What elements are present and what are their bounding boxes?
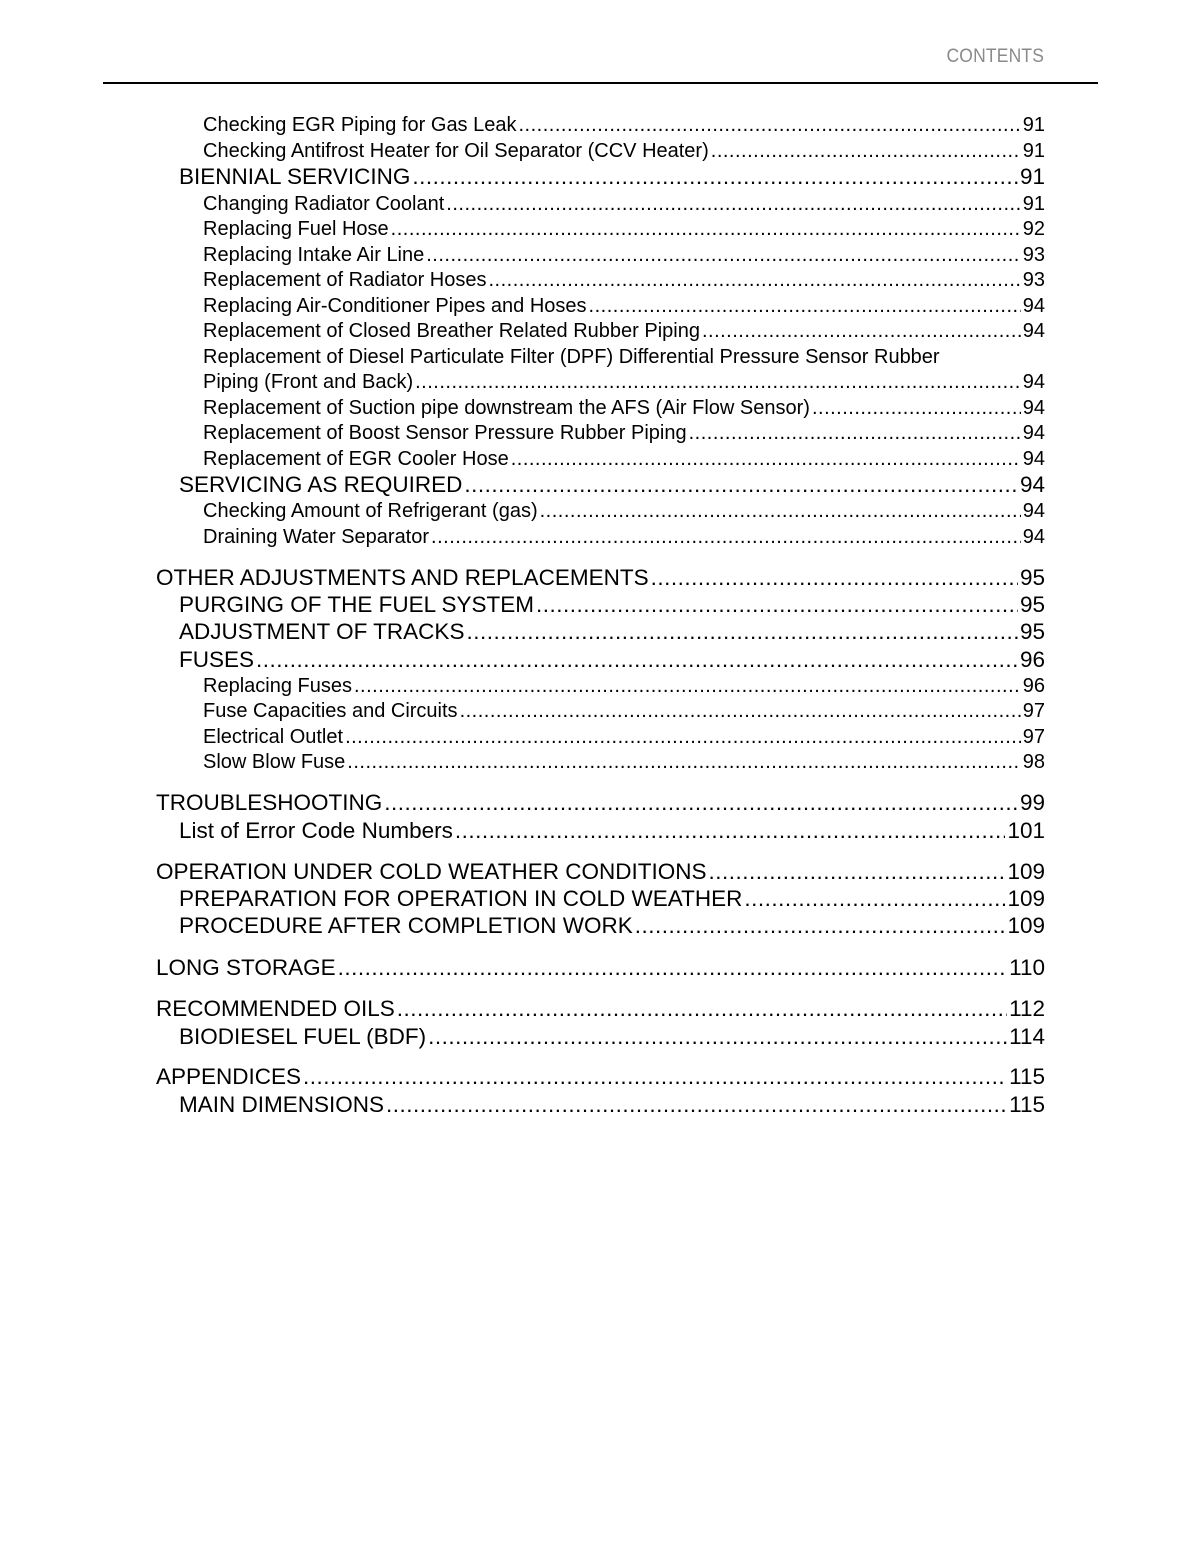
- toc-entry[interactable]: [203, 193, 1045, 216]
- toc-leader-dots: [391, 218, 1021, 241]
- toc-entry[interactable]: [203, 700, 1045, 723]
- toc-entry-page: 114: [1009, 1024, 1045, 1049]
- toc-entry[interactable]: [179, 164, 1045, 190]
- toc-entry-title: Draining Water Separator: [203, 526, 430, 548]
- toc-entry-page: 94: [1022, 397, 1045, 419]
- toc-entry-title: Replacing Air-Conditioner Pipes and Hoses: [203, 295, 587, 317]
- toc-entry-page: 94: [1022, 448, 1045, 470]
- toc-leader-dots: [354, 675, 1021, 698]
- toc-leader-dots: [338, 955, 1007, 981]
- toc-entry-title: Replacement of Suction pipe downstream the AFS (Air Flow Sensor): [203, 397, 810, 419]
- toc-entry-page: 98: [1022, 751, 1045, 773]
- toc-leader-dots: [256, 647, 1018, 673]
- toc-entry-page: 109: [1007, 886, 1045, 911]
- toc-entry[interactable]: [203, 244, 1045, 267]
- toc-entry[interactable]: [203, 140, 1045, 163]
- toc-entry-title: List of Error Code Numbers: [179, 818, 453, 843]
- toc-leader-dots: [431, 526, 1021, 549]
- toc-entry[interactable]: [203, 726, 1045, 749]
- toc-leader-dots: [415, 371, 1021, 394]
- toc-entry-title: OPERATION UNDER COLD WEATHER CONDITIONS: [156, 859, 707, 884]
- toc-entry-page: 91: [1022, 140, 1045, 162]
- toc-entry-title: Slow Blow Fuse: [203, 751, 346, 773]
- toc-entry[interactable]: [179, 1024, 1045, 1050]
- toc-leader-dots: [812, 397, 1021, 420]
- toc-entry-title: Replacing Fuses: [203, 675, 352, 697]
- toc-entry-title: TROUBLESHOOTING: [156, 790, 383, 815]
- toc-entry-page: 94: [1022, 295, 1045, 317]
- toc-leader-dots: [384, 790, 1018, 816]
- toc-entry-page: 95: [1019, 619, 1045, 644]
- toc-entry-page: 94: [1022, 371, 1045, 393]
- toc-entry-title-line[interactable]: Replacement of Diesel Particulate Filter (DPF) Differential Pressure Sensor Rubber: [203, 346, 940, 368]
- toc-entry-page: 93: [1022, 269, 1045, 291]
- toc-leader-dots: [345, 726, 1021, 749]
- toc-leader-dots: [303, 1064, 1007, 1090]
- toc-entry-title: Checking Amount of Refrigerant (gas): [203, 500, 538, 522]
- toc-entry-title: Changing Radiator Coolant: [203, 193, 445, 215]
- toc-entry-title: Fuse Capacities and Circuits: [203, 700, 458, 722]
- toc-entry[interactable]: [179, 647, 1045, 673]
- toc-entry[interactable]: [203, 269, 1045, 292]
- toc-entry-title: PURGING OF THE FUEL SYSTEM: [179, 592, 535, 617]
- toc-entry-page: 99: [1019, 790, 1045, 815]
- toc-entry-title: RECOMMENDED OILS: [156, 996, 395, 1021]
- toc-entry[interactable]: [156, 790, 1045, 816]
- toc-entry[interactable]: [179, 592, 1045, 618]
- toc-entry-title: BIODIESEL FUEL (BDF): [179, 1024, 427, 1049]
- toc-entry[interactable]: [156, 996, 1045, 1022]
- toc-entry-title: APPENDICES: [156, 1064, 302, 1089]
- toc-entry-title: Replacement of Radiator Hoses: [203, 269, 487, 291]
- toc-entry-page: 109: [1007, 913, 1045, 938]
- toc-entry-title: Checking Antifrost Heater for Oil Separator (CCV Heater): [203, 140, 709, 162]
- toc-entry[interactable]: [156, 565, 1045, 591]
- toc-entry-title: Checking EGR Piping for Gas Leak: [203, 114, 517, 136]
- toc-leader-dots: [460, 700, 1021, 723]
- toc-entry-page: 94: [1022, 320, 1045, 342]
- toc-leader-dots: [464, 472, 1018, 498]
- toc-leader-dots: [744, 886, 1005, 912]
- toc-entry-page: 96: [1019, 647, 1045, 672]
- toc-entry[interactable]: [179, 818, 1045, 844]
- toc-entry[interactable]: [203, 295, 1045, 318]
- toc-leader-dots: [702, 320, 1021, 343]
- toc-entry[interactable]: [156, 859, 1045, 885]
- toc-leader-dots: [455, 818, 1006, 844]
- toc-entry[interactable]: [179, 619, 1045, 645]
- toc-entry-title: FUSES: [179, 647, 255, 672]
- toc-entry-page: 91: [1022, 114, 1045, 136]
- toc-entry-page: 110: [1009, 955, 1045, 980]
- toc-leader-dots: [511, 448, 1021, 471]
- toc-entry-page: 115: [1009, 1092, 1045, 1117]
- toc-entry-title: Replacement of EGR Cooler Hose: [203, 448, 509, 470]
- toc-entry-title: LONG STORAGE: [156, 955, 336, 980]
- toc-entry-page: 97: [1022, 726, 1045, 748]
- toc-entry-page: 109: [1007, 859, 1045, 884]
- toc-entry-page: 92: [1022, 218, 1045, 240]
- toc-entry[interactable]: [179, 913, 1045, 939]
- toc-entry-title: BIENNIAL SERVICING: [179, 164, 411, 189]
- toc-entry-page: 94: [1019, 472, 1045, 497]
- toc-entry-title: ADJUSTMENT OF TRACKS: [179, 619, 465, 644]
- toc-entry[interactable]: [203, 500, 1045, 523]
- toc-leader-dots: [412, 164, 1018, 190]
- toc-entry-page: 115: [1009, 1064, 1045, 1089]
- toc-entry-title: Electrical Outlet: [203, 726, 344, 748]
- toc-entry-title: Replacement of Closed Breather Related Rubber Piping: [203, 320, 700, 342]
- toc-leader-dots: [689, 422, 1021, 445]
- toc-leader-dots: [466, 619, 1018, 645]
- toc-leader-dots: [708, 859, 1005, 885]
- toc-entry-page: 97: [1022, 700, 1045, 722]
- toc-entry-title: Replacement of Boost Sensor Pressure Rubber Piping: [203, 422, 687, 444]
- toc-entry[interactable]: [203, 114, 1045, 137]
- toc-entry[interactable]: [179, 886, 1045, 912]
- toc-leader-dots: [519, 114, 1021, 137]
- toc-leader-dots: [446, 193, 1020, 216]
- toc-entry[interactable]: [179, 472, 1045, 498]
- toc-entry-title: Piping (Front and Back): [203, 371, 414, 393]
- toc-entry-title: SERVICING AS REQUIRED: [179, 472, 463, 497]
- toc-entry-title: MAIN DIMENSIONS: [179, 1092, 385, 1117]
- toc-leader-dots: [426, 244, 1021, 267]
- toc-entry[interactable]: [156, 1064, 1045, 1090]
- toc-leader-dots: [386, 1092, 1007, 1118]
- toc-entry-page: 112: [1009, 996, 1045, 1021]
- toc-leader-dots: [536, 592, 1018, 618]
- toc-leader-dots: [347, 751, 1020, 774]
- toc-entry-title: PREPARATION FOR OPERATION IN COLD WEATHER: [179, 886, 743, 911]
- toc-leader-dots: [540, 500, 1021, 523]
- toc-entry[interactable]: [203, 422, 1045, 445]
- toc-entry-title: Replacing Fuel Hose: [203, 218, 389, 240]
- toc-entry-title: PROCEDURE AFTER COMPLETION WORK: [179, 913, 633, 938]
- toc-entry[interactable]: [156, 955, 1045, 981]
- toc-entry[interactable]: [203, 397, 1045, 420]
- page-header-title: CONTENTS: [946, 46, 1044, 67]
- toc-entry[interactable]: [203, 371, 1045, 394]
- toc-entry-page: 91: [1019, 164, 1045, 189]
- toc-entry-page: 94: [1022, 526, 1045, 548]
- toc-entry[interactable]: [179, 1092, 1045, 1118]
- toc-leader-dots: [428, 1024, 1007, 1050]
- toc-entry-page: 96: [1022, 675, 1045, 697]
- toc-entry-page: 95: [1019, 565, 1045, 590]
- toc-entry-page: 94: [1022, 500, 1045, 522]
- toc-leader-dots: [711, 140, 1021, 163]
- toc-leader-dots: [635, 913, 1006, 939]
- toc-entry[interactable]: [203, 526, 1045, 549]
- toc-leader-dots: [397, 996, 1007, 1022]
- toc-entry[interactable]: [203, 675, 1045, 698]
- toc-entry[interactable]: [203, 320, 1045, 343]
- toc-leader-dots: [589, 295, 1021, 318]
- toc-entry-page: 94: [1022, 422, 1045, 444]
- toc-leader-dots: [488, 269, 1020, 292]
- toc-entry-title: Replacing Intake Air Line: [203, 244, 425, 266]
- toc-leader-dots: [651, 565, 1018, 591]
- toc-entry-page: 95: [1019, 592, 1045, 617]
- toc-entry-page: 93: [1022, 244, 1045, 266]
- toc-entry-page: 101: [1007, 818, 1045, 843]
- toc-entry-page: 91: [1022, 193, 1045, 215]
- toc-entry[interactable]: [203, 751, 1045, 774]
- toc-entry[interactable]: [203, 218, 1045, 241]
- toc-entry[interactable]: [203, 448, 1045, 471]
- toc-entry-title: OTHER ADJUSTMENTS AND REPLACEMENTS: [156, 565, 649, 590]
